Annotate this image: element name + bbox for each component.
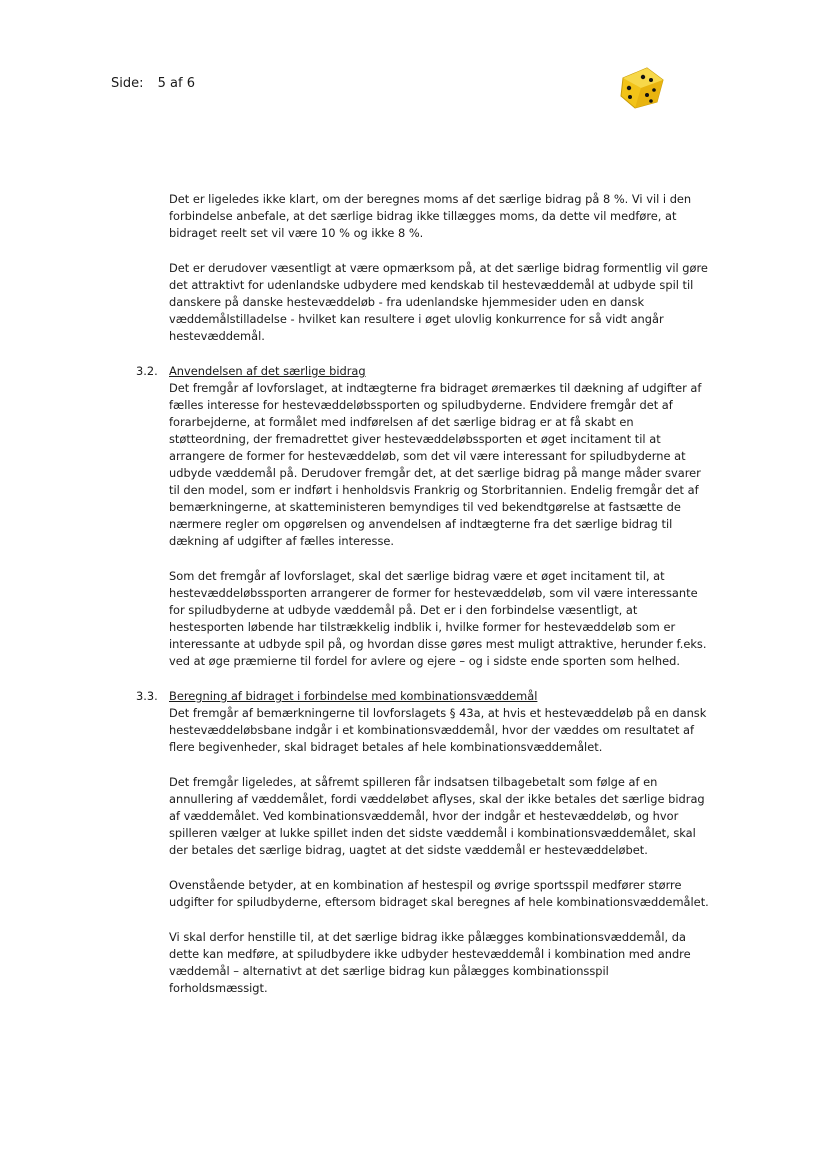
paragraph: Det er derudover væsentligt at være opmærksom på, at det særlige bidrag formentlig vil gøre det attraktivt for udenlandske udbydere med kendskab til hestevæddemål at udbyde spil til danskere på danske hestevæddeløb - fra udenlandske hjemmesider uden en dansk væddemålstilladelse - hvilket kan resultere i øget ulovlig konkurrence for så vidt angår hestevæddemål. <box>169 261 708 343</box>
section-title: Beregning af bidraget i forbindelse med kombinationsvæddemål <box>169 689 538 703</box>
page-number: 5 af 6 <box>157 76 195 91</box>
paragraph: Det fremgår af bemærkningerne til lovforslagets § 43a, at hvis et hestevæddeløb på en dansk hestevæddeløbsbane indgår i et kombinationsvæddemål, hvor der væddes om resultatet af flere begivenheder, skal bidraget betales af hele kombinationsvæddemålet. <box>169 706 707 754</box>
dice-logo-icon <box>617 64 665 110</box>
section-3-3 <box>136 688 709 997</box>
section-number: 3.2. <box>136 364 158 378</box>
paragraph: Vi skal derfor henstille til, at det særlige bidrag ikke pålægges kombinationsvæddemål, da dette kan medføre, at spiludbydere ikke udbyder hestevæddemål i kombination med andre væddemål – alternativt at det særlige bidrag kun pålægges kombinationsspil forholdsmæssigt. <box>169 930 691 995</box>
paragraph: Det fremgår ligeledes, at såfremt spilleren får indsatsen tilbagebetalt som følge af en annullering af væddemålet, fordi væddeløbet aflyses, skal der ikke betales det særlige bidrag af væddemålet. Ved kombinationsvæddemål, hvor der indgår et hestevæddeløb, og hvor spilleren vælger at lukke spillet inden det sidste væddemål i kombinationsvæddemålet, skal der betales det særlige bidrag, uagtet at det sidste væddemål er hestevæddeløbet. <box>169 775 705 857</box>
paragraph: Det er ligeledes ikke klart, om der beregnes moms af det særlige bidrag på 8 %. Vi vil i den forbindelse anbefale, at det særlige bidrag ikke tillægges moms, da dette vil medføre, at bidraget reelt set vil være 10 % og ikke 8 %. <box>169 192 692 240</box>
section-number: 3.3. <box>136 689 158 703</box>
document-body <box>136 191 709 997</box>
page-label: Side: <box>111 76 144 91</box>
paragraph: Som det fremgår af lovforslaget, skal det særlige bidrag være et øget incitament til, at hestevæddeløbssporten arrangerer de former for hestevæddeløb, som vil være interessante for spiludbyderne at udbyde væddemål på. Det er i den forbindelse væsentligt, at hestesporten løbende har tilstrækkelig indblik i, hvilke former for hestevæddeløb som er interessante at udbyde spil på, og hvordan disse gøres mest muligt attraktive, herunder f.eks. ved at øge præmierne til fordel for avlere og ejere – og i sidste ende sporten som helhed. <box>169 569 707 668</box>
paragraph: Ovenstående betyder, at en kombination af hestespil og øvrige sportsspil medfører større udgifter for spiludbyderne, eftersom bidraget skal beregnes af hele kombinationsvæddemålet. <box>169 878 709 909</box>
section-title: Anvendelsen af det særlige bidrag <box>169 364 366 378</box>
page-header <box>111 76 195 91</box>
paragraph: Det fremgår af lovforslaget, at indtægterne fra bidraget øremærkes til dækning af udgifter af fælles interesse for hestevæddeløbssporten og spiludbyderne. Endvidere fremgår det af forarbejderne, at formålet med indførelsen af det særlige bidrag er at få skabt en støtteordning, der fremadrettet giver hestevæddeløbssporten et øget incitament til at arrangere de former for hestevæddeløb, som det vil være interessant for spiludbyderne at udbyde væddemål på. Derudover fremgår det, at det særlige bidrag på mange måder svarer til den model, som er indført i henholdsvis Frankrig og Storbritannien. Endelig fremgår det af bemærkningerne, at skatteministeren bemyndiges til ved bekendtgørelse at fastsætte de nærmere regler om opgørelsen og anvendelsen af indtægterne fra det særlige bidrag til dækning af udgifter af fælles interesse. <box>169 381 702 548</box>
section-3-2 <box>136 363 709 670</box>
